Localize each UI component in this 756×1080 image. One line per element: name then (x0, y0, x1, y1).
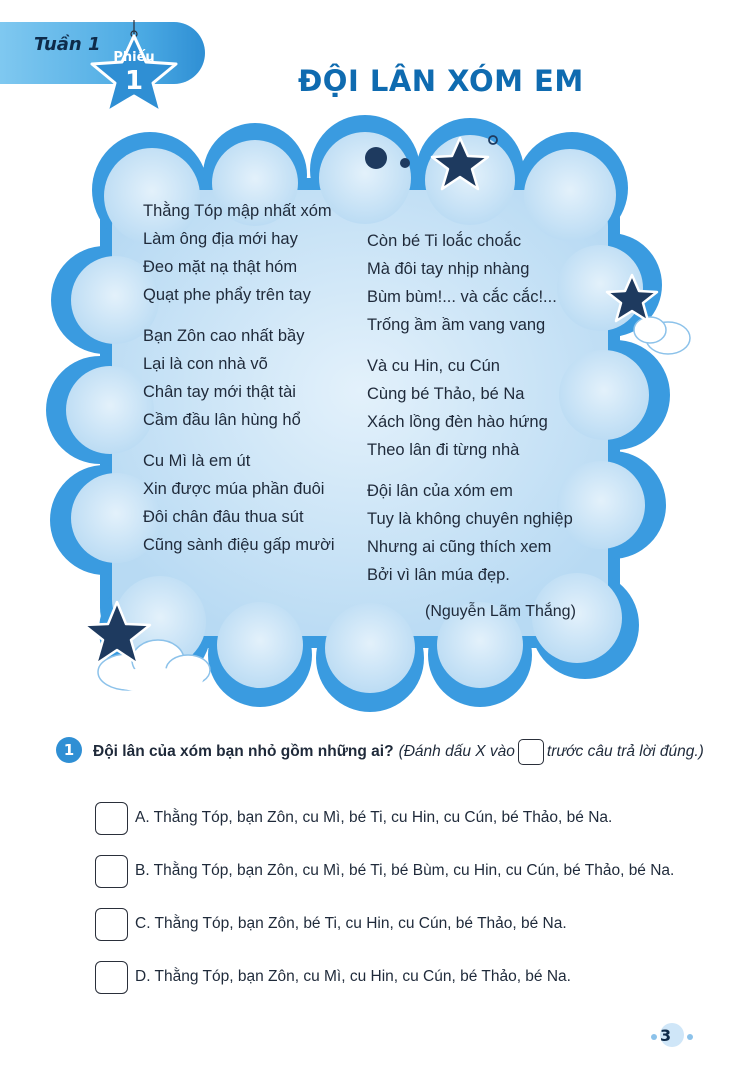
poem-left-column (143, 197, 335, 559)
poem-line: Thằng Tóp mập nhất xóm (143, 202, 332, 220)
question-prompt (93, 739, 704, 765)
dot-icon (365, 147, 387, 169)
poem-line: Cu Mì là em út (143, 452, 251, 470)
poem-line: Mà đôi tay nhịp nhàng (367, 260, 530, 278)
poem-line: Nhưng ai cũng thích xem (367, 538, 552, 556)
question-instruction-after: trước câu trả lời đúng.) (546, 743, 704, 760)
week-label: Tuần 1 (34, 34, 101, 55)
answer-checkbox[interactable] (95, 855, 128, 888)
poem-line: Cũng sành điệu gấp mười (143, 536, 335, 554)
poem-line: Chân tay mới thật tài (143, 383, 296, 401)
poem-line: Quạt phe phẩy trên tay (143, 286, 311, 304)
answer-option-c[interactable] (95, 904, 695, 944)
poem-line: Xin được múa phần đuôi (143, 480, 325, 498)
poem-line: Bùm bùm!... và cắc cắc!... (367, 288, 557, 306)
answer-text: C. Thằng Tóp, bạn Zôn, bé Ti, cu Hin, cu Cún, bé Thảo, bé Na. (135, 915, 567, 932)
poem-line: Đôi chân đâu thua sút (143, 508, 304, 526)
answer-checkbox[interactable] (95, 802, 128, 835)
poem-line: Trống ầm ầm vang vang (367, 316, 546, 334)
question-number-badge: 1 (56, 737, 82, 763)
poem-line: Cầm đầu lân hùng hổ (143, 411, 301, 429)
page-number-decoration (648, 1020, 696, 1050)
answer-option-d[interactable] (95, 957, 695, 997)
answer-checkbox[interactable] (95, 961, 128, 994)
poem-right-column (367, 227, 573, 589)
poem-line: Đeo mặt nạ thật hóm (143, 258, 298, 276)
poem-line: Làm ông địa mới hay (143, 230, 298, 248)
sheet-number: 1 (124, 66, 144, 96)
poem-line: Đội lân của xóm em (367, 482, 513, 500)
answer-text: B. Thằng Tóp, bạn Zôn, cu Mì, bé Ti, bé Bùm, cu Hin, cu Cún, bé Thảo, bé Na. (135, 862, 675, 879)
sheet-label: Phiếu (113, 50, 155, 65)
question-instruction-before: (Đánh dấu X vào (398, 743, 515, 760)
answer-option-b[interactable] (95, 851, 695, 891)
poem-line: Tuy là không chuyên nghiệp (367, 510, 573, 528)
page-number: 3 (660, 1026, 672, 1045)
answer-text: A. Thằng Tóp, bạn Zôn, cu Mì, bé Ti, cu Hin, cu Cún, bé Thảo, bé Na. (135, 809, 613, 826)
answer-checkbox[interactable] (95, 908, 128, 941)
poem-line: Cùng bé Thảo, bé Na (367, 385, 525, 403)
poem-line: Bởi vì lân múa đẹp. (367, 566, 510, 584)
poem-line: Bạn Zôn cao nhất bầy (143, 327, 305, 345)
dot-icon (400, 158, 410, 168)
inline-checkbox-example (518, 739, 544, 765)
poem-line: Và cu Hin, cu Cún (367, 357, 500, 375)
poem-author: (Nguyễn Lãm Thắng) (425, 603, 576, 620)
poem-line: Theo lân đi từng nhà (367, 441, 520, 459)
poem-line: Xách lồng đèn hào hứng (367, 413, 548, 431)
answer-option-a[interactable] (95, 798, 695, 838)
page-title: ĐỘI LÂN XÓM EM (298, 64, 584, 98)
poem-line: Còn bé Ti loắc choắc (367, 232, 522, 250)
poem-line: Lại là con nhà võ (143, 355, 268, 373)
answer-text: D. Thằng Tóp, bạn Zôn, cu Mì, cu Hin, cu Cún, bé Thảo, bé Na. (135, 968, 571, 985)
question-text: Đội lân của xóm bạn nhỏ gồm những ai? (93, 743, 394, 760)
